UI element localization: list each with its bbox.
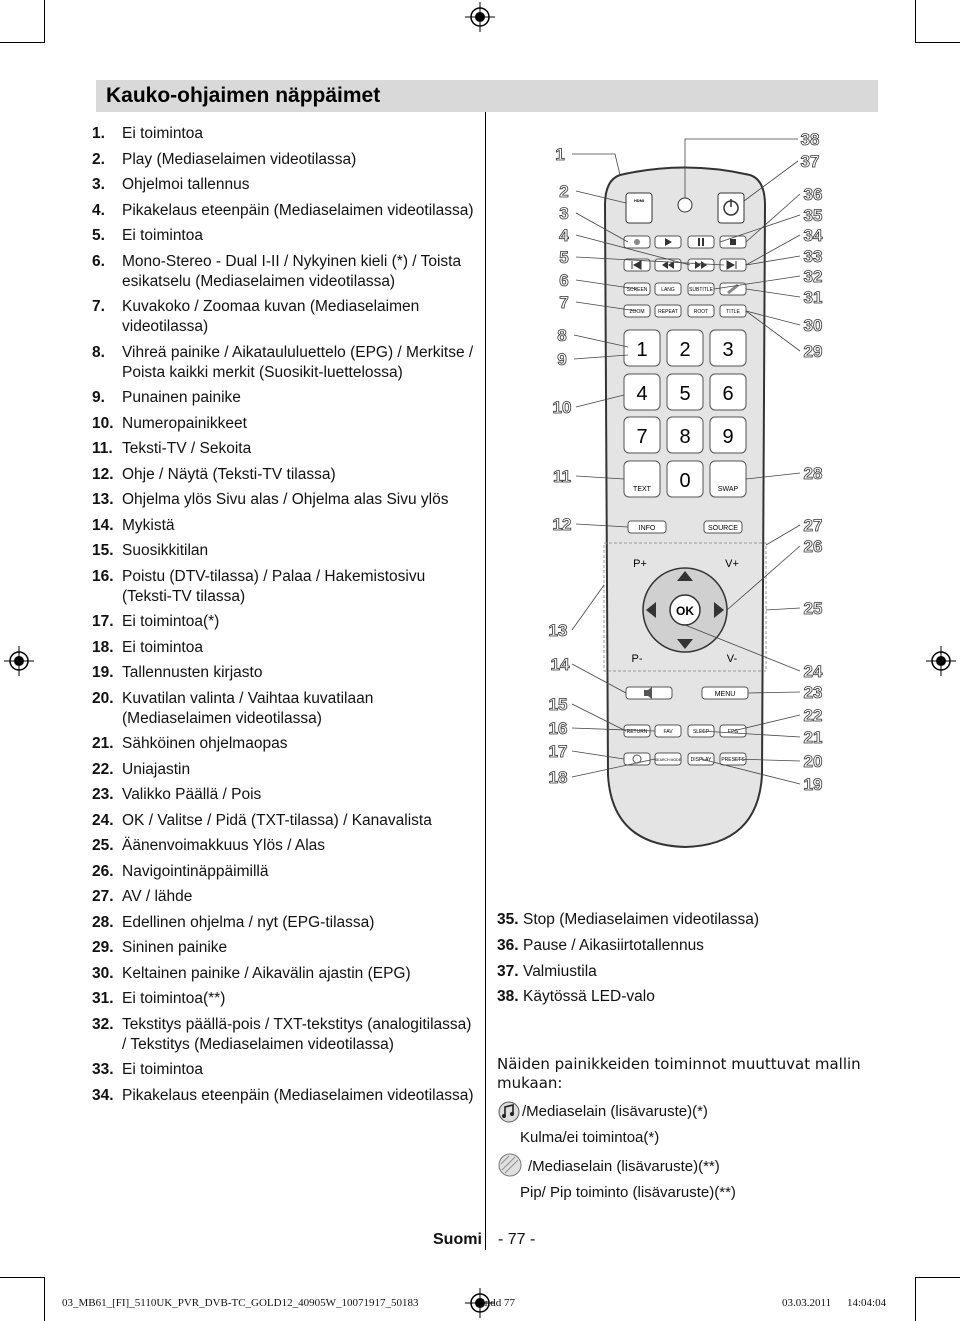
list-item: [92, 439, 477, 459]
callout-number: 29: [803, 342, 823, 361]
media-browser-icon: [497, 1152, 523, 1178]
digit-label: 5: [679, 383, 691, 405]
crop-mark: [915, 1277, 960, 1278]
media-browser-icon: [497, 1100, 521, 1124]
digit-label: 2: [679, 339, 691, 361]
info-label: INFO: [638, 525, 656, 532]
callout-number: 17: [548, 742, 568, 761]
list-item: [92, 297, 477, 337]
item-number: 12.: [92, 465, 114, 483]
list-item: [92, 836, 477, 856]
registration-mark-icon: [4, 646, 34, 676]
crop-mark: [915, 1277, 916, 1321]
callout-number: 23: [803, 683, 823, 702]
item-text: Edellinen ohjelma / nyt (EPG-tilassa): [122, 913, 375, 931]
callout-number: 21: [803, 728, 823, 747]
item-number: 26.: [92, 862, 114, 880]
item-text: Keltainen painike / Aikavälin ajastin (EPG): [122, 964, 411, 982]
list-item: [497, 962, 857, 982]
item-number: 15.: [92, 542, 114, 559]
item-number: 31.: [92, 990, 114, 1007]
callout-number: 25: [803, 599, 823, 618]
callout-number: 5: [559, 248, 569, 267]
epg-label: EPG: [727, 729, 739, 735]
item-number: 8.: [92, 343, 105, 361]
callout-number: 27: [803, 516, 823, 535]
list-item: [92, 541, 477, 561]
callouts-right: [801, 130, 823, 794]
list-item: [92, 760, 477, 780]
list-item: [92, 1015, 477, 1055]
item-text: Ohjelmoi tallennus: [122, 176, 250, 193]
callout-number: 2: [559, 182, 569, 201]
pause-button: [688, 236, 714, 248]
item-text: Sininen painike: [122, 939, 228, 956]
item-text: Ei toimintoa: [122, 638, 203, 656]
callout-number: 4: [559, 226, 569, 245]
source-label: SOURCE: [708, 525, 738, 532]
item-text: Kuvakoko / Zoomaa kuvan (Mediaselaimen videotilassa): [122, 298, 420, 335]
lang-label: LANG: [661, 287, 675, 293]
item-number: 22.: [92, 760, 114, 778]
repeat-label: REPEAT: [658, 309, 678, 315]
key-list: [92, 124, 477, 1111]
title-label: TITLE: [726, 309, 740, 315]
list-item: [92, 252, 477, 292]
callout-number: 18: [548, 768, 568, 787]
list-item: [92, 862, 477, 882]
list-item: [92, 612, 477, 632]
note-line: Kulma/ei toimintoa(*): [520, 1129, 660, 1146]
item-text: Ei toimintoa(*): [122, 613, 220, 630]
item-text: Suosikkitilan: [122, 542, 209, 559]
note-line: Pip/ Pip toiminto (lisävaruste)(**): [520, 1184, 736, 1201]
key-list-continued: [497, 910, 857, 1013]
item-number: 19.: [92, 664, 114, 681]
crop-mark: [0, 42, 45, 43]
item-text: Kuvatilan valinta / Vaihtaa kuvatilaan (Mediaselaimen videotilassa): [122, 689, 374, 727]
callouts-left: [549, 145, 572, 787]
callout-number: 26: [803, 537, 823, 556]
list-item: [92, 1060, 477, 1080]
item-text: Ei toimintoa: [122, 125, 203, 142]
list-item: [92, 1086, 477, 1106]
list-item: [497, 936, 857, 956]
item-text: Mono-Stereo - Dual I-II / Nykyinen kieli (*) / Toista esikatselu (Mediaselaimen videotilassa): [122, 252, 462, 290]
screen-label: SCREEN: [626, 287, 648, 293]
item-text: Punainen painike: [122, 389, 241, 406]
callout-number: 12: [552, 515, 572, 534]
item-text: Ohje / Näytä (Teksti-TV tilassa): [122, 465, 336, 483]
standby-button: [718, 193, 744, 223]
callout-number: 35: [803, 206, 823, 225]
list-item: [92, 734, 477, 754]
list-item: [92, 638, 477, 658]
list-item: [92, 811, 477, 831]
callout-number: 24: [803, 662, 823, 681]
footer-time: 14:04:04: [847, 1297, 887, 1309]
root-label: ROOT: [693, 309, 709, 315]
list-item: [92, 964, 477, 984]
item-number: 4.: [92, 201, 105, 219]
item-number: 30.: [92, 964, 114, 982]
footer-page-number: - 77 -: [498, 1231, 536, 1248]
list-item: [92, 989, 477, 1009]
list-item: [92, 465, 477, 485]
list-item: [92, 343, 477, 383]
volume-down-label: V-: [726, 653, 738, 665]
note-line: /Mediaselain (lisävaruste)(**): [528, 1158, 720, 1175]
item-number: 9.: [92, 389, 105, 406]
item-number: 27.: [92, 888, 114, 905]
list-item: [92, 938, 477, 958]
list-item: [92, 226, 477, 246]
callout-number: 8: [557, 326, 567, 345]
ok-label: OK: [676, 604, 694, 618]
list-item: [92, 689, 477, 729]
list-item: [92, 887, 477, 907]
display-label: DISPLAY: [690, 757, 712, 763]
list-item: [92, 785, 477, 805]
callout-number: 13: [548, 621, 568, 640]
item-text: Ohjelma ylös Sivu alas / Ohjelma alas Sivu ylös: [122, 491, 449, 508]
list-item: [92, 150, 477, 170]
crop-mark: [0, 1277, 45, 1278]
item-number: 20.: [92, 689, 114, 707]
digit-label: 7: [636, 426, 648, 448]
item-number: 24.: [92, 811, 114, 829]
zoom-label: ZOOM: [629, 309, 645, 315]
led-indicator: [678, 198, 692, 212]
crop-mark: [915, 42, 960, 43]
list-item: [92, 388, 477, 408]
list-item: [497, 987, 857, 1007]
hdmi-label: HDMI: [633, 198, 645, 203]
title-bar: [96, 80, 878, 112]
digit-label: 0: [679, 470, 691, 492]
item-text: Sähköinen ohjelmaopas: [122, 735, 288, 752]
item-number: 1.: [92, 125, 105, 142]
item-number: 5.: [92, 227, 105, 244]
item-text: Käytössä LED-valo: [523, 988, 655, 1006]
menu-label: MENU: [714, 691, 736, 698]
digit-label: 8: [679, 426, 691, 448]
search-mode-label: SEARCH MODE: [654, 758, 682, 762]
item-number: 29.: [92, 939, 114, 956]
crop-mark: [915, 0, 916, 43]
callout-number: 1: [555, 145, 565, 164]
item-number: 34.: [92, 1086, 114, 1104]
item-number: 17.: [92, 613, 114, 630]
callout-number: 20: [803, 752, 823, 771]
model-note: Näiden painikkeiden toiminnot muuttuvat mallin mukaan:: [497, 1055, 861, 1092]
callout-number: 28: [803, 464, 823, 483]
item-number: 14.: [92, 516, 114, 534]
remote-control-illustration: [540, 125, 830, 895]
item-text: Ei toimintoa: [122, 1061, 203, 1078]
callout-number: 32: [803, 267, 823, 286]
item-number: 10.: [92, 414, 114, 432]
list-item: [92, 124, 477, 144]
item-text: Ei toimintoa: [122, 227, 203, 244]
item-text: Tekstitys päällä-pois / TXT-tekstitys (analogitilassa) / Tekstitys (Mediaselaimen videotilassa): [122, 1015, 472, 1053]
item-text: Uniajastin: [122, 760, 191, 778]
fav-label: FAV: [663, 729, 673, 735]
item-number: 28.: [92, 913, 114, 931]
item-text: Valmiustila: [523, 962, 597, 980]
item-text: Teksti-TV / Sekoita: [122, 440, 252, 457]
callout-number: 33: [803, 247, 823, 266]
callout-number: 31: [803, 288, 823, 307]
callout-number: 9: [557, 350, 567, 369]
pause-icon: [698, 238, 700, 246]
item-number: 36.: [497, 936, 519, 954]
text-label: TEXT: [633, 486, 651, 493]
callout-number: 19: [803, 775, 823, 794]
item-text: AV / lähde: [122, 888, 193, 905]
digit-label: 1: [636, 339, 648, 361]
item-number: 18.: [92, 638, 114, 656]
item-text: Valikko Päällä / Pois: [122, 786, 262, 803]
item-number: 33.: [92, 1061, 114, 1078]
item-text: Äänenvoimakkuus Ylös / Alas: [122, 837, 326, 854]
callout-number: 34: [803, 226, 823, 245]
callout-number: 22: [803, 706, 823, 725]
digit-label: 3: [722, 339, 734, 361]
crop-mark: [44, 1277, 45, 1321]
item-text: Stop (Mediaselaimen videotilassa): [523, 911, 760, 928]
item-number: 3.: [92, 176, 105, 193]
callout-number: 6: [559, 271, 569, 290]
item-number: 2.: [92, 150, 105, 168]
subtitle-label: SUBTITLE: [689, 287, 713, 293]
item-text: Numeropainikkeet: [122, 414, 247, 432]
footer-language: Suomi: [433, 1231, 482, 1248]
callout-number: 15: [548, 695, 568, 714]
list-item: [92, 490, 477, 510]
item-number: 32.: [92, 1015, 114, 1033]
callout-number: 30: [803, 316, 823, 335]
column-divider: [485, 112, 486, 1250]
footer-file-end: .indd 77: [479, 1297, 516, 1309]
item-text: Navigointinäppäimillä: [122, 862, 269, 880]
footer-date: 03.03.2011: [782, 1297, 832, 1309]
item-text: Poistu (DTV-tilassa) / Palaa / Hakemistosivu (Teksti-TV tilassa): [122, 567, 426, 605]
list-item: [92, 175, 477, 195]
return-label: RETURN: [626, 729, 648, 735]
callout-number: 16: [548, 719, 568, 738]
program-up-label: P+: [633, 558, 647, 570]
item-number: 6.: [92, 252, 105, 270]
item-number: 7.: [92, 298, 105, 315]
sleep-label: SLEEP: [692, 729, 710, 735]
item-number: 25.: [92, 837, 114, 854]
item-text: Vihreä painike / Aikataululuettelo (EPG) / Merkitse / Poista kaikki merkit (Suosikit-luettelossa): [122, 343, 474, 381]
record-icon: [634, 239, 640, 245]
digit-label: 6: [722, 383, 734, 405]
item-number: 23.: [92, 786, 114, 803]
item-text: OK / Valitse / Pidä (TXT-tilassa) / Kanavalista: [122, 811, 432, 829]
digit-label: 9: [722, 426, 734, 448]
item-text: Play (Mediaselaimen videotilassa): [122, 150, 357, 168]
item-text: Pikakelaus eteenpäin (Mediaselaimen videotilassa): [122, 1086, 474, 1104]
list-item: [92, 663, 477, 683]
digit-label: 4: [636, 383, 648, 405]
note-line: /Mediaselain (lisävaruste)(*): [522, 1103, 708, 1120]
list-item: [497, 910, 857, 930]
callout-number: 10: [552, 398, 572, 417]
swap-label: SWAP: [717, 486, 739, 493]
footer-file-name: 03_MB61_[FI]_5110UK_PVR_DVB-TC_GOLD12_40905W_10071917_50183: [62, 1297, 419, 1309]
item-number: 37.: [497, 962, 519, 980]
item-number: 35.: [497, 911, 519, 928]
presets-label: PRESETS: [721, 757, 745, 763]
registration-mark-icon: [926, 646, 956, 676]
callout-number: 36: [803, 185, 823, 204]
item-text: Mykistä: [122, 516, 175, 534]
pause-icon: [702, 238, 704, 246]
item-number: 38.: [497, 988, 519, 1006]
registration-mark-icon: [465, 2, 495, 32]
page-title: Kauko-ohjaimen näppäimet: [106, 84, 381, 107]
callout-number: 11: [553, 467, 571, 486]
item-text: Pause / Aikasiirtotallennus: [523, 936, 704, 954]
item-text: Tallennusten kirjasto: [122, 664, 263, 681]
callout-number: 3: [559, 204, 569, 223]
callout-number: 38: [800, 130, 820, 149]
item-number: 21.: [92, 735, 114, 752]
list-item: [92, 516, 477, 536]
volume-up-label: V+: [725, 558, 739, 570]
list-item: [92, 913, 477, 933]
item-number: 13.: [92, 491, 114, 508]
program-down-label: P-: [631, 653, 643, 665]
callout-number: 14: [550, 655, 570, 674]
item-text: Ei toimintoa(**): [122, 990, 226, 1007]
callout-number: 37: [800, 152, 820, 171]
crop-mark: [44, 0, 45, 43]
stop-icon: [730, 239, 736, 245]
item-number: 16.: [92, 567, 114, 585]
callout-number: 7: [559, 293, 569, 312]
list-item: [92, 414, 477, 434]
item-text: Pikakelaus eteenpäin (Mediaselaimen videotilassa): [122, 201, 474, 219]
list-item: [92, 201, 477, 221]
list-item: [92, 567, 477, 607]
item-number: 11.: [92, 440, 113, 457]
